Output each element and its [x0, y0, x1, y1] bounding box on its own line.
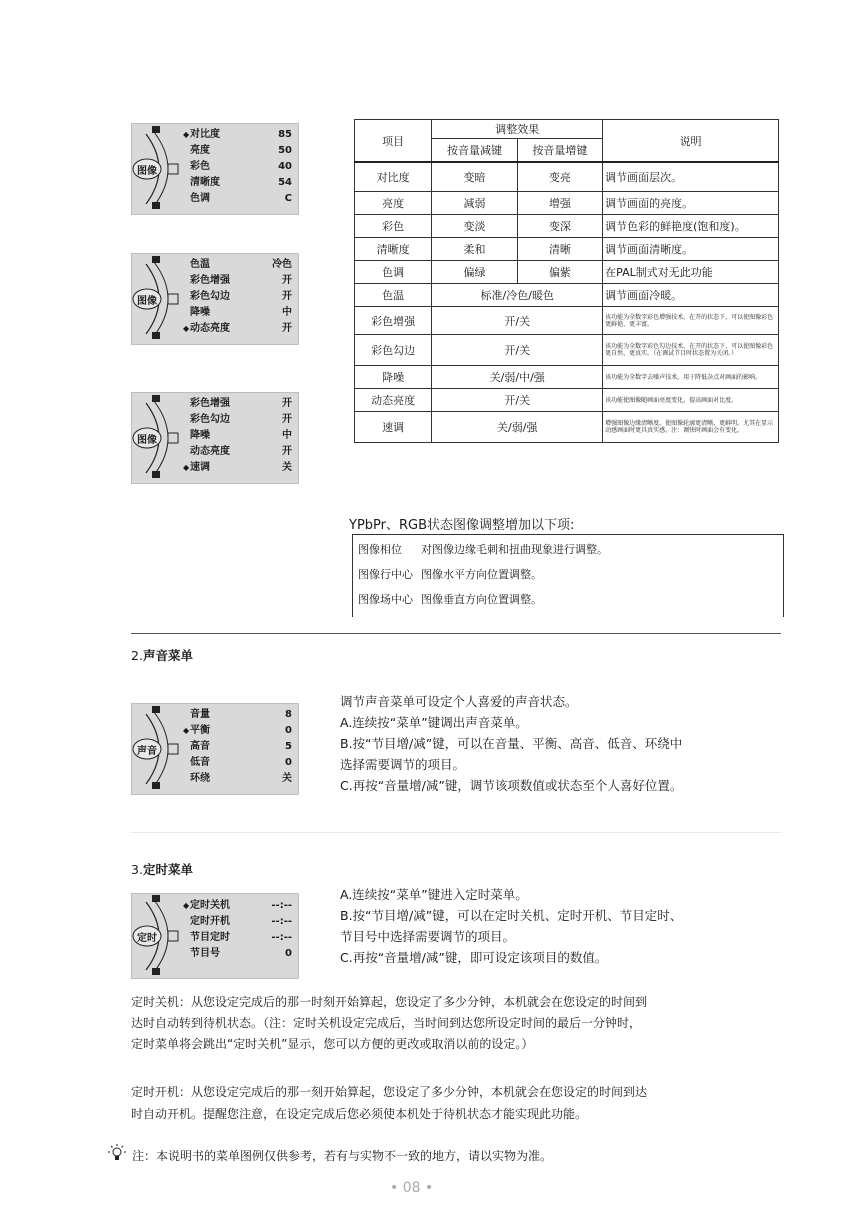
- page-number: • 08 •: [390, 1180, 434, 1196]
- row-note: 图像水平方向位置调整。: [421, 567, 542, 581]
- row-item: 色调: [355, 261, 432, 284]
- section-divider: [131, 633, 781, 634]
- menu-item-label: 彩色增强: [190, 398, 230, 409]
- menu-item-label: 对比度: [190, 129, 220, 140]
- row-options: 开/关: [432, 335, 603, 366]
- menu-item-label: 彩色: [190, 161, 210, 172]
- function-icon: [152, 332, 160, 339]
- menu-item-label: 音量: [190, 709, 210, 720]
- menu-item-value: --:--: [271, 900, 292, 911]
- menu-item-label: 动态亮度: [190, 323, 230, 334]
- row-item: 色温: [355, 284, 432, 307]
- row-item: 降噪: [355, 366, 432, 389]
- row-item: 速调: [355, 412, 432, 443]
- menu-item-label: 节目号: [190, 948, 220, 959]
- instruction-line: C.再按“音量增/减”键，调节该项数值或状态至个人喜好位置。: [340, 778, 683, 793]
- row-item: 对比度: [355, 162, 432, 192]
- timer-icon: [168, 744, 178, 754]
- paragraph-line: 定时开机：从您设定完成后的那一刻开始算起，您设定了多少分钟，本机就会在您设定的时间到达: [131, 1085, 648, 1099]
- row-options: 关/弱/强: [432, 412, 603, 443]
- menu-item-value: 冷色: [272, 259, 292, 270]
- instruction-line: 调节声音菜单可设定个人喜爱的声音状态。: [340, 694, 578, 709]
- header-up: 按音量增键: [517, 139, 602, 163]
- function-icon: [152, 471, 160, 478]
- menu-item-label: 高音: [190, 741, 210, 752]
- menu-item-label: 环绕: [190, 773, 210, 784]
- menu-item-value: --:--: [271, 916, 292, 927]
- row-item: 图像场中心: [358, 592, 413, 606]
- function-icon: [152, 968, 160, 975]
- menu-item-label: 色调: [190, 193, 210, 204]
- section-number: 2.: [131, 648, 143, 663]
- menu-item-value: 40: [278, 161, 292, 172]
- row-note: 该功能为全数字去噪声技术，用于降低杂点对画面的影响。: [603, 366, 779, 389]
- ypbpr-heading: YPbPr、RGB状态图像调整增加以下项:: [349, 518, 575, 533]
- menu-category: 声音: [137, 746, 157, 757]
- header-item: 项目: [355, 120, 432, 163]
- row-down: 变淡: [432, 215, 517, 238]
- row-up: 清晰: [517, 238, 602, 261]
- picture-adjust-table: [354, 119, 779, 443]
- instruction-line: A.连续按“菜单”键调出声音菜单。: [340, 715, 528, 730]
- row-note: 调节色彩的鲜艳度(饱和度)。: [603, 215, 779, 238]
- row-note: 调节画面冷暖。: [603, 284, 779, 307]
- instruction-line: A.连续按“菜单”键进入定时菜单。: [340, 887, 528, 902]
- row-item: 彩色勾边: [355, 335, 432, 366]
- row-note: 对图像边缘毛刺和扭曲现象进行调整。: [421, 542, 608, 556]
- menu-item-label: 彩色勾边: [190, 291, 230, 302]
- table-row: [355, 192, 779, 215]
- menu-category: 定时: [137, 933, 157, 944]
- osd-timer-menu: 定时 ◆ 定时关机 --:-- 定时开机 --:-- 节目定时 --:-- 节目号 0: [131, 893, 299, 979]
- menu-category: 图像: [137, 435, 157, 446]
- section-title-timer: [131, 860, 193, 878]
- row-note: 在PAL制式对无此功能: [603, 261, 779, 284]
- menu-category: 图像: [137, 166, 157, 177]
- header-effect: 调整效果: [432, 120, 603, 139]
- row-options: 开/关: [432, 307, 603, 335]
- menu-item-value: 中: [282, 430, 292, 441]
- menu-item-label: 彩色增强: [190, 275, 230, 286]
- menu-item-value: 50: [278, 145, 292, 156]
- ypbpr-table: [354, 536, 782, 611]
- menu-item-value: 85: [278, 129, 292, 140]
- table-row: [354, 536, 782, 561]
- header-note: 说明: [603, 120, 779, 163]
- row-item: 清晰度: [355, 238, 432, 261]
- menu-item-value: 关: [282, 773, 292, 784]
- timer-icon: [168, 164, 178, 174]
- table-row: [355, 389, 779, 412]
- table-row: [354, 561, 782, 586]
- menu-item-label: 低音: [190, 757, 210, 768]
- table-row: [354, 586, 782, 611]
- menu-item-value: 开: [282, 275, 292, 286]
- row-item: 亮度: [355, 192, 432, 215]
- instruction-line: 节目号中选择需要调节的项目。: [340, 929, 516, 944]
- menu-item-label: 亮度: [190, 145, 210, 156]
- row-note: 该功能为全数字彩色增强技术，在开的状态下，可以使图像彩色更鲜艳、更丰富。: [603, 307, 779, 335]
- section-title: 定时菜单: [142, 862, 193, 877]
- row-note: 该功能为全数字彩色勾边技术，在开的状态下，可以使图像彩色更自然、更真实。（在调试节目时状态置为关闭。）: [603, 335, 779, 366]
- instruction-line: C.再按“音量增/减”键，即可设定该项目的数值。: [340, 950, 608, 965]
- function-icon: [152, 782, 160, 789]
- menu-item-value: 开: [282, 291, 292, 302]
- row-down: 减弱: [432, 192, 517, 215]
- lightbulb-icon: [107, 1143, 127, 1167]
- instruction-line: B.按“节目增/减”键，可以在音量、平衡、高音、低音、环绕中: [340, 736, 683, 751]
- menu-item-label: 平衡: [190, 725, 210, 736]
- osd-picture-menu-2: 图像 色温 冷色 彩色增强 开 彩色勾边 开 降噪 中 ◆ 动态亮度 开: [131, 253, 299, 345]
- menu-item-value: 中: [282, 307, 292, 318]
- menu-item-label: 彩色勾边: [190, 414, 230, 425]
- menu-item-value: 开: [282, 414, 292, 425]
- menu-item-label: 定时开机: [190, 916, 230, 927]
- row-note: 该功能使图像随画面亮度变化，提高画面对比度。: [603, 389, 779, 412]
- row-up: 偏紫: [517, 261, 602, 284]
- picture-icon: [152, 895, 160, 902]
- table-row: [355, 284, 779, 307]
- instruction-line: 选择需要调节的项目。: [340, 757, 466, 772]
- picture-icon: [152, 706, 160, 713]
- menu-item-label: 定时关机: [190, 900, 230, 911]
- table-row: [355, 335, 779, 366]
- row-item: 图像相位: [358, 542, 402, 556]
- footer-note: 注：本说明书的菜单图例仅供参考，若有与实物不一致的地方，请以实物为准。: [132, 1149, 553, 1163]
- menu-category: 图像: [137, 296, 157, 307]
- table-row: [355, 238, 779, 261]
- row-note: 调节画面清晰度。: [603, 238, 779, 261]
- menu-item-value: 开: [282, 398, 292, 409]
- picture-icon: [152, 395, 160, 402]
- menu-item-label: 降噪: [190, 307, 210, 318]
- timer-off-description: [131, 992, 791, 1055]
- menu-item-label: 速调: [190, 462, 210, 473]
- table-row: [355, 162, 779, 192]
- section-divider: [131, 832, 781, 833]
- timer-icon: [168, 294, 178, 304]
- menu-item-value: 关: [282, 462, 292, 473]
- menu-item-value: 8: [285, 709, 292, 720]
- row-down: 柔和: [432, 238, 517, 261]
- timer-instructions: [340, 884, 785, 968]
- osd-picture-menu-3: 图像 彩色增强 开 彩色勾边 开 降噪 中 动态亮度 开 ◆ 速调 关: [131, 392, 299, 484]
- row-up: 增强: [517, 192, 602, 215]
- header-down: 按音量减键: [432, 139, 517, 163]
- row-item: 动态亮度: [355, 389, 432, 412]
- row-item: 图像行中心: [358, 567, 413, 581]
- row-down: 变暗: [432, 162, 517, 192]
- row-options: 开/关: [432, 389, 603, 412]
- menu-item-value: C: [284, 193, 292, 204]
- row-item: 彩色: [355, 215, 432, 238]
- row-note: 增强图像边缘清晰度，使图像轮廓更清晰，更鲜明。尤其在显示动感画面时更具真实感。注：调快时画面会有变化。: [603, 412, 779, 443]
- function-icon: [152, 202, 160, 209]
- osd-picture-menu-1: 图像 ◆ 对比度 85 亮度 50 彩色 40 清晰度 54 色调 C: [131, 123, 299, 215]
- menu-item-value: 54: [278, 177, 292, 188]
- section-title-sound: [131, 646, 193, 664]
- menu-item-value: 5: [285, 741, 292, 752]
- menu-item-value: 开: [282, 323, 292, 334]
- row-note: 图像垂直方向位置调整。: [421, 592, 542, 606]
- picture-icon: [152, 256, 160, 263]
- row-item: 彩色增强: [355, 307, 432, 335]
- menu-item-value: 0: [285, 757, 292, 768]
- paragraph-line: 定时菜单将会跳出“定时关机”显示，您可以方便的更改或取消以前的设定。）: [131, 1037, 534, 1051]
- menu-item-label: 清晰度: [190, 177, 220, 188]
- paragraph-line: 达时自动转到待机状态。（注：定时关机设定完成后，当时间到达您所设定时间的最后一分钟时，: [131, 1016, 642, 1030]
- section-number: 3.: [131, 862, 143, 877]
- timer-icon: [168, 931, 178, 941]
- row-note: 调节画面层次。: [603, 162, 779, 192]
- menu-dial: [132, 704, 192, 794]
- menu-item-value: 开: [282, 446, 292, 457]
- row-down: 偏绿: [432, 261, 517, 284]
- menu-item-label: 色温: [190, 259, 210, 270]
- table-row: [355, 412, 779, 443]
- menu-item-label: 降噪: [190, 430, 210, 441]
- paragraph-line: 时自动开机。提醒您注意，在设定完成后您必须使本机处于待机状态才能实现此功能。: [131, 1107, 588, 1121]
- row-up: 变深: [517, 215, 602, 238]
- table-row: [355, 307, 779, 335]
- timer-icon: [168, 433, 178, 443]
- row-up: 变亮: [517, 162, 602, 192]
- timer-on-description: [131, 1081, 791, 1125]
- paragraph-line: 定时关机：从您设定完成后的那一时刻开始算起，您设定了多少分钟，本机就会在您设定的时间到: [131, 995, 648, 1009]
- table-row: [355, 366, 779, 389]
- menu-item-value: 0: [285, 948, 292, 959]
- instruction-line: B.按“节目增/减”键，可以在定时关机、定时开机、节目定时、: [340, 908, 683, 923]
- row-note: 调节画面的亮度。: [603, 192, 779, 215]
- table-row: [355, 215, 779, 238]
- sound-instructions: [340, 691, 785, 796]
- osd-sound-menu: 声音 音量 8 ◆ 平衡 0 高音 5 低音 0 环绕 关: [131, 703, 299, 795]
- table-row: [355, 261, 779, 284]
- page-number-value: 08: [402, 1180, 421, 1196]
- picture-icon: [152, 126, 160, 133]
- row-options: 关/弱/中/强: [432, 366, 603, 389]
- menu-item-label: 动态亮度: [190, 446, 230, 457]
- menu-item-value: --:--: [271, 932, 292, 943]
- menu-item-value: 0: [285, 725, 292, 736]
- menu-item-label: 节目定时: [190, 932, 230, 943]
- section-title: 声音菜单: [142, 648, 193, 663]
- row-options: 标准/冷色/暖色: [432, 284, 603, 307]
